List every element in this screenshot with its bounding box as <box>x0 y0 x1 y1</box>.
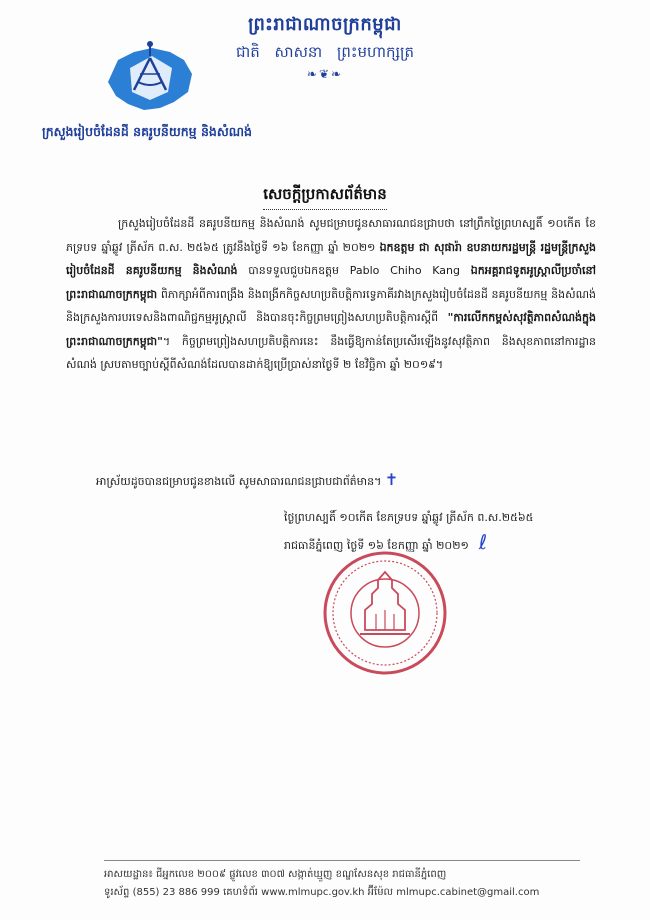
body-text-intro: ក្រសួងរៀបចំដែនដី នគរូបនីយកម្ម និងសំណង់ សូមជម្រាបជូនសាធារណជនជ្រាបថា នៅព្រឹកថ្ងៃព្រហស្បតិ៍ ១០កើត ខែភទ្របទ ឆ្នាំឆ្លូវ ត្រីស័ក ព.ស. ២៥៦៥ ត្រូវនឹងថ្ងៃទី ១៦ ខែកញ្ញា ឆ្នាំ ២០២១ <box>66 217 596 254</box>
ministry-logo <box>100 38 200 120</box>
kingdom-title: ព្រះរាជាណាចក្រកម្ពុជា <box>248 14 402 35</box>
document-body <box>66 212 596 377</box>
closing-text: អាស្រ័យដូចបានជម្រាបជូនខាងលើ សូមសាធារណជនជ្រាបជាព័ត៌មាន។ <box>96 475 382 488</box>
minister-name: ឯកឧត្តម ជា សុផារ៉ា ឧបនាយករដ្ឋមន្ត្រី រដ្ឋមន្ត្រីក្រសួងរៀបចំដែនដី នគរូបនីយកម្ម និងសំណង់ <box>66 240 596 277</box>
title-text: សេចក្តីប្រកាសព័ត៌មាន <box>263 185 387 210</box>
signature-mark-icon: ℓ <box>478 530 488 554</box>
body-paragraph <box>66 212 596 377</box>
ornament-divider: ❧❦❧ <box>306 67 344 81</box>
footer <box>104 866 539 902</box>
agreement-title: "ការលើកកម្ពស់សុវត្ថិភាពសំណង់ក្នុងព្រះរាជាណាចក្រកម្ពុជា" <box>66 311 596 348</box>
footer-address: អាសយដ្ឋាន៖ ជីអ្នកលេខ ២០០៩ ផ្លូវលេខ ៣០៧ សង្កាត់ឃ្មួញ ខណ្ឌសែនសុខ រាជធានីភ្នំពេញ <box>104 869 447 880</box>
ambassador-title: ឯកអគ្គរាជទូតអូស្ត្រាលីប្រចាំនៅព្រះរាជាណាចក្រកម្ពុជា <box>66 264 597 301</box>
body-text-conclusion: ។ កិច្ចព្រមព្រៀងសហប្រតិបត្តិការនេះ នឹងធ្វើឱ្យកាន់តែប្រសើរឡើងនូវសុវត្ថិភាព និងសុខភាពនៅការដ្ឋានសំណង់ ស្របតាមច្បាប់ស្តីពីសំណង់ដែលបានដាក់ឱ្យប្រើប្រាស់នាថ្ងៃទី ២ ខែវិច្ឆិកា ឆ្នាំ ២០១៩។ <box>66 334 596 371</box>
official-seal-icon <box>320 548 450 678</box>
ministry-name: ក្រសួងរៀបចំដែនដី នគរូបនីយកម្ម និងសំណង់ <box>42 124 252 139</box>
kingdom-motto: ជាតិ សាសនា ព្រះមហាក្សត្រ <box>235 43 415 61</box>
ink-mark-icon: ✝ <box>384 470 399 489</box>
body-text-discussion: ពិភាក្សាអំពីការពង្រឹង និងពង្រីកកិច្ចសហប្រតិបត្តិការទ្វេភាគីរវាងក្រសួងរៀបចំដែនដី នគរូបនីយកម្ម និងសំណង់ និងក្រសួងការបរទេសនិងពាណិជ្ជកម្មអូស្ត្រាលី និងបានចុះកិច្ចព្រមព្រៀងសហប្រតិបត្តិការស្តីពី <box>66 287 596 324</box>
lunar-date: ថ្ងៃព្រហស្បតិ៍ ១០កើត ខែភទ្របទ ឆ្នាំឆ្លូវ ត្រីស័ក ព.ស.២៥៦៥ <box>284 511 534 524</box>
footer-contact: ទូរស័ព្ទ (855) 23 886 999 គេហទំព័រ www.mlmupc.gov.kh អ៊ីម៉ែល mlmupc.cabinet@gmail.com <box>104 887 540 898</box>
footer-divider <box>104 860 580 861</box>
solar-date-text: រាជធានីភ្នំពេញ ថ្ងៃទី ១៦ ខែកញ្ញា ឆ្នាំ ២០២១ <box>284 539 469 552</box>
body-text-meeting: បានទទួលជួបឯកឧត្តម Pablo Chiho Kang <box>237 264 471 277</box>
document-title <box>0 185 650 210</box>
closing-line <box>96 470 398 491</box>
kingdom-header <box>0 12 650 81</box>
